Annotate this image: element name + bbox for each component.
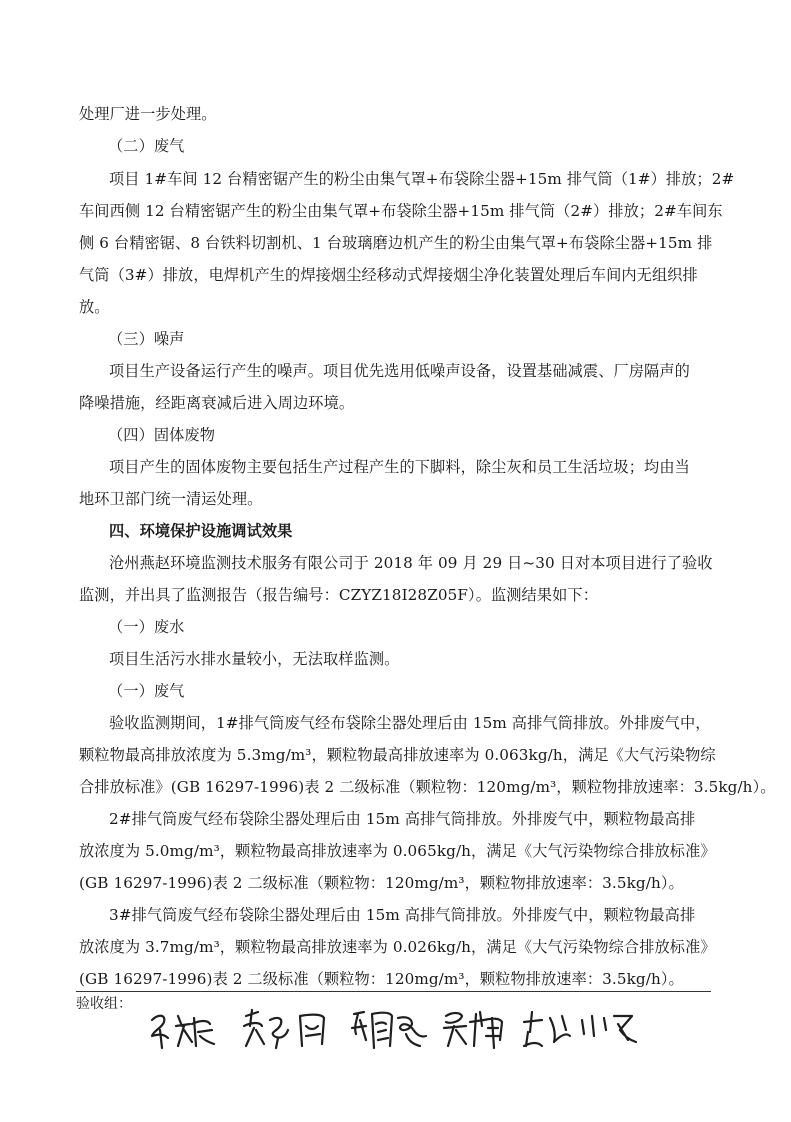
paragraph-line: 2#排气筒废气经布袋除尘器处理后由 15m 高排气筒排放。外排废气中，颗粒物最高排 (109, 810, 696, 828)
signature-4 (440, 1006, 510, 1052)
section-heading: （三）噪声 (108, 330, 185, 348)
paragraph-line: 放。 (79, 298, 110, 316)
signature-2 (240, 1006, 340, 1052)
paragraph-line: 放浓度为 3.7mg/m³，颗粒物最高排放速率为 0.026kg/h，满足《大气污染物综合排放标准》 (79, 938, 716, 956)
signature-divider (76, 991, 711, 992)
signature-3 (350, 1006, 430, 1052)
section-heading: （一）废气 (108, 682, 185, 700)
paragraph-line: 放浓度为 5.0mg/m³，颗粒物最高排放速率为 0.065kg/h，满足《大气污染物综合排放标准》 (79, 842, 716, 860)
section-heading: （四）固体废物 (108, 426, 216, 444)
section-heading: （一）废水 (108, 618, 185, 636)
chapter-heading: 四、环境保护设施调试效果 (109, 522, 293, 540)
paragraph-line: 项目 1#车间 12 台精密锯产生的粉尘由集气罩+布袋除尘器+15m 排气筒（1#）排放；2# (109, 170, 735, 188)
paragraph-line: 项目生产设备运行产生的噪声。项目优先选用低噪声设备，设置基础减震、厂房隔声的 (109, 362, 690, 380)
signature-5 (520, 1006, 640, 1052)
acceptance-group-label: 验收组： (76, 996, 132, 1012)
paragraph-line: 气筒（3#）排放，电焊机产生的焊接烟尘经移动式焊接烟尘净化装置处理后车间内无组织排 (79, 266, 698, 284)
paragraph-line: 项目产生的固体废物主要包括生产过程产生的下脚料，除尘灰和员工生活垃圾；均由当 (109, 458, 690, 476)
paragraph-line: 车间西侧 12 台精密锯产生的粉尘由集气罩+布袋除尘器+15m 排气筒（2#）排放；2#车间东 (79, 202, 723, 220)
paragraph-line: 监测，并出具了监测报告（报告编号：CZYZ18I28Z05F）。监测结果如下： (79, 586, 598, 604)
section-heading: （二）废气 (108, 137, 185, 155)
paragraph-line: 颗粒物最高排放浓度为 5.3mg/m³，颗粒物最高排放速率为 0.063kg/h，满足《大气污染物综 (79, 746, 716, 764)
paragraph-line: 合排放标准》(GB 16297-1996)表 2 二级标准（颗粒物：120mg/m³，颗粒物排放速率：3.5kg/h）。 (79, 778, 776, 796)
paragraph-line: 地环卫部门统一清运处理。 (79, 490, 263, 508)
paragraph-line: 沧州燕赵环境监测技术服务有限公司于 2018 年 09 月 29 日~30 日对本项目进行了验收 (109, 554, 713, 572)
signature-1 (148, 1006, 218, 1052)
paragraph-line: (GB 16297-1996)表 2 二级标准（颗粒物：120mg/m³，颗粒物排放速率：3.5kg/h）。 (79, 874, 684, 892)
paragraph-line: 3#排气筒废气经布袋除尘器处理后由 15m 高排气筒排放。外排废气中，颗粒物最高排 (109, 906, 696, 924)
paragraph-line: 验收监测期间，1#排气筒废气经布袋除尘器处理后由 15m 高排气筒排放。外排废气中， (109, 714, 711, 732)
paragraph-line: 处理厂进一步处理。 (79, 105, 217, 123)
paragraph-line: 侧 6 台精密锯、8 台铁料切割机、1 台玻璃磨边机产生的粉尘由集气罩+布袋除尘器+15m 排 (79, 234, 713, 252)
paragraph-line: 降噪措施，经距离衰减后进入周边环境。 (79, 394, 355, 412)
paragraph-line: (GB 16297-1996)表 2 二级标准（颗粒物：120mg/m³，颗粒物排放速率：3.5kg/h）。 (79, 970, 684, 988)
paragraph-line: 项目生活污水排水量较小，无法取样监测。 (109, 650, 400, 668)
